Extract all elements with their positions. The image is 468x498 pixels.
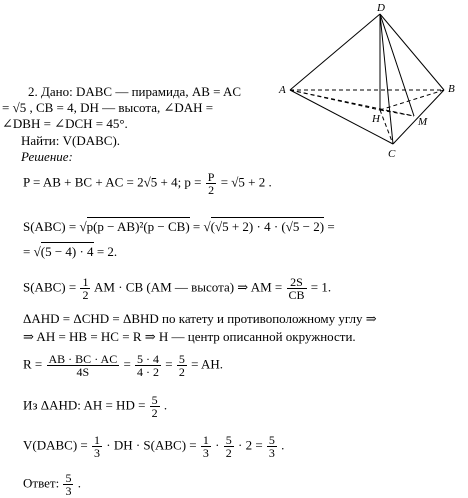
frac-num: 5 · 4 <box>137 352 160 366</box>
label-C: C <box>388 148 396 160</box>
frac-den: CB <box>288 288 305 302</box>
frac-num: P <box>207 170 215 184</box>
frac-den: 3 <box>268 446 275 460</box>
equal-triangles-line: ΔAHD = ΔCHD = ΔBHD по катету и противоположному углу ⇒ <box>23 311 377 326</box>
ahd-left: Из ΔAHD: AH = HD = <box>23 397 146 413</box>
area-line <box>23 276 331 301</box>
vol-fraction-2 <box>201 434 211 459</box>
volume-line <box>23 434 284 459</box>
frac-den: 2 <box>225 446 232 460</box>
area-left: S(ABC) = <box>23 279 77 295</box>
answer-fraction <box>63 472 73 497</box>
frac-den: 3 <box>65 484 72 498</box>
solution-heading: Решение: <box>21 149 73 164</box>
answer-label: Ответ: <box>23 475 60 491</box>
frac-den: 4 · 2 <box>137 365 160 379</box>
frac-num: 5 <box>178 352 185 366</box>
heron-root2: (√5 + 2) · 4 · (√5 − 2) <box>210 219 325 234</box>
vol-dot-2: · 2 = <box>237 437 263 453</box>
vol-left: V(DABC) = <box>23 437 88 453</box>
ahd-fraction <box>150 394 160 419</box>
center-line: ⇒ AH = HB = HC = R ⇒ H — центр описанной окружности. <box>23 329 356 344</box>
given-line-2: = √5 , CB = 4, DH — высота, ∠DAH = <box>2 100 214 115</box>
ahd-right: . <box>163 397 168 413</box>
frac-num: 2S <box>287 276 307 289</box>
frac-den: 2 <box>82 288 89 302</box>
label-M: M <box>418 116 428 128</box>
given-line-3: ∠DBH = ∠DCH = 45°. <box>2 116 128 131</box>
radius-line <box>23 353 223 378</box>
label-H: H <box>372 113 380 125</box>
pyramid-figure <box>276 0 468 162</box>
heron2-right: = 2. <box>96 244 118 259</box>
r-fraction-3 <box>177 353 187 378</box>
frac-num: 5 <box>65 471 72 485</box>
heron-mid: = <box>192 219 201 234</box>
find-line: Найти: V(DABC). <box>21 133 121 148</box>
vol-fraction-4 <box>267 434 277 459</box>
vol-fraction-1 <box>92 434 102 459</box>
r-eq-2: = <box>165 356 173 372</box>
ahd-line <box>23 394 167 419</box>
frac-num: 5 <box>225 433 232 447</box>
perimeter-line <box>23 171 272 196</box>
label-A: A <box>279 84 286 96</box>
r-eq-1: = <box>123 356 131 372</box>
frac-den: 2 <box>178 365 185 379</box>
heron2-root: (5 − 4) · 4 <box>40 244 94 259</box>
frac-num: 1 <box>202 433 209 447</box>
area-fraction <box>80 276 90 301</box>
perimeter-fraction <box>206 171 217 196</box>
frac-den: 2 <box>208 183 215 197</box>
heron-line-2: = √(5 − 4) · 4 = 2. <box>23 244 118 259</box>
frac-num: 5 <box>268 433 275 447</box>
answer-end: . <box>77 475 81 491</box>
heron-line: S(ABC) = √p(p − AB)²(p − CB) = √(√5 + 2) · 4 · (√5 − 2) = <box>23 219 335 234</box>
vol-mid: · DH · S(ABC) = <box>106 437 197 453</box>
frac-num: AB · BC · AC <box>48 352 118 366</box>
frac-num: 5 <box>151 393 158 407</box>
heron-end: = <box>327 219 335 234</box>
vol-dot-1: · <box>215 437 220 453</box>
perimeter-left: P = AB + BC + AC = 2√5 + 4; p = <box>23 174 202 190</box>
r-left: R = <box>23 356 43 372</box>
am-right: = 1. <box>310 279 332 295</box>
heron-left: S(ABC) = <box>23 219 77 234</box>
label-D: D <box>377 2 385 14</box>
frac-den: 2 <box>151 406 158 420</box>
frac-den: 3 <box>94 446 100 460</box>
r-fraction-2 <box>135 353 161 378</box>
frac-num: 1 <box>94 433 100 447</box>
frac-den: 3 <box>202 446 209 460</box>
r-fraction-1 <box>47 353 120 378</box>
am-fraction <box>287 276 307 301</box>
answer-line <box>23 472 81 497</box>
area-mid: AM · CB (AM — высота) ⇒ AM = <box>94 279 283 295</box>
label-B: B <box>448 83 455 95</box>
heron2-left: = <box>23 244 31 259</box>
frac-num: 1 <box>82 275 89 289</box>
vol-fraction-3 <box>224 434 234 459</box>
given-line-1: 2. Дано: DABC — пирамида, AB = AC <box>28 84 242 99</box>
r-right: = AH. <box>191 356 224 372</box>
vol-right: . <box>281 437 285 453</box>
heron-root: p(p − AB)²(p − CB) <box>86 219 190 234</box>
frac-den: 4S <box>76 365 90 379</box>
perimeter-right: = √5 + 2 . <box>220 174 272 190</box>
